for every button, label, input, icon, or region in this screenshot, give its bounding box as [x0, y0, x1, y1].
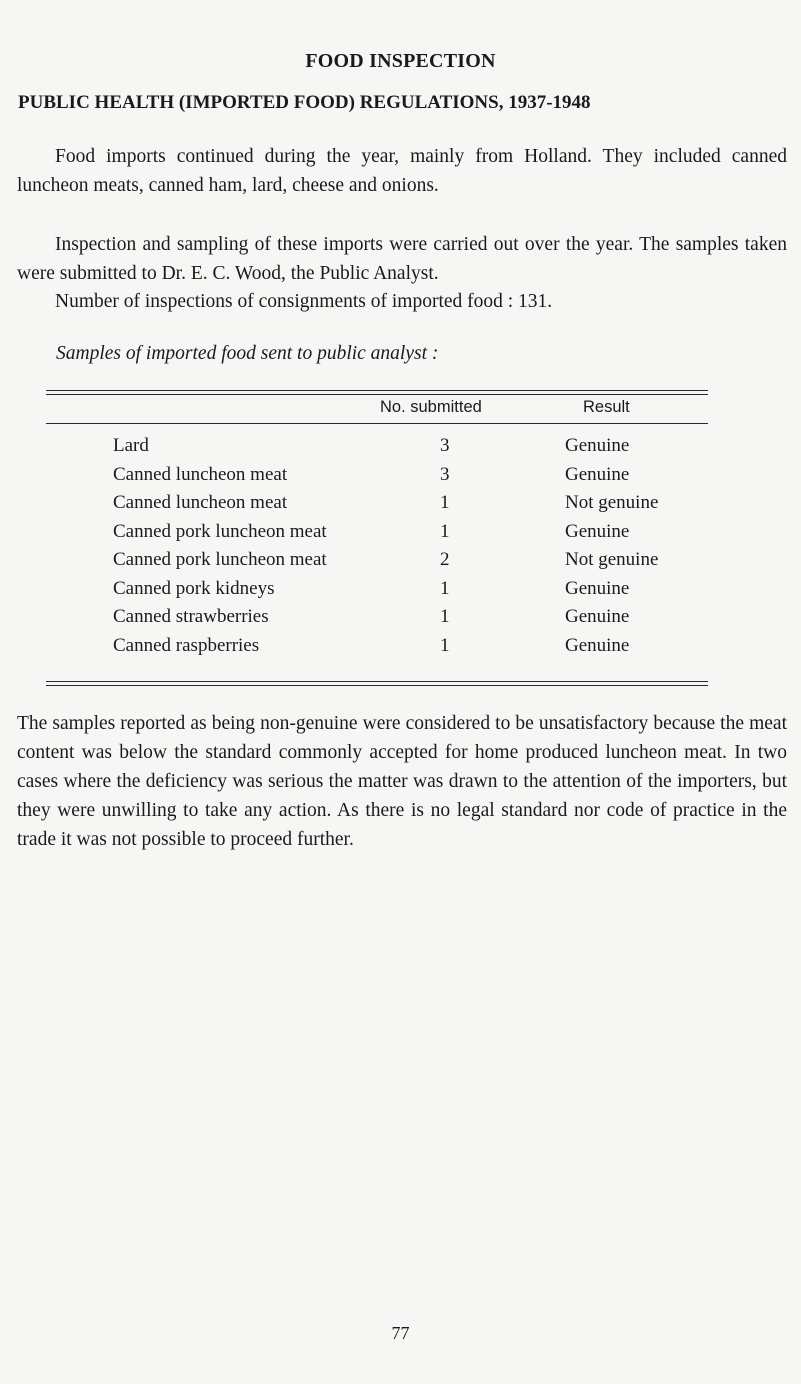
table-top-rule-inner: [46, 394, 708, 395]
column-header-submitted: No. submitted: [380, 398, 482, 416]
column-header-result: Result: [583, 398, 630, 416]
paragraph-inspections-text: Number of inspections of consignments of imported food : 131.: [55, 291, 553, 312]
row-item: Lard: [113, 435, 149, 456]
paragraph-sampling: [17, 230, 787, 288]
paragraph-imports: [17, 142, 787, 200]
row-submitted: 1: [440, 577, 450, 599]
row-item: Canned luncheon meat: [113, 463, 288, 485]
row-submitted: 1: [440, 606, 450, 627]
table-row: [0, 521, 801, 550]
row-result: Genuine: [565, 577, 630, 599]
row-item: Canned luncheon meat: [113, 492, 288, 513]
page-title: FOOD INSPECTION: [305, 50, 496, 72]
row-result: Genuine: [565, 463, 630, 485]
row-result: Genuine: [565, 606, 630, 627]
table-header-rule: [46, 423, 708, 424]
row-item: Canned pork luncheon meat: [113, 549, 327, 570]
table-row: [0, 635, 801, 664]
table-bottom-rule: [46, 681, 708, 682]
row-item: Canned strawberries: [113, 606, 269, 627]
row-result: Not genuine: [565, 492, 659, 513]
row-result: Genuine: [565, 634, 630, 656]
row-result: Not genuine: [565, 549, 659, 570]
page-number: 77: [391, 1323, 410, 1343]
table-top-rule: [46, 390, 708, 391]
row-item: Canned pork kidneys: [113, 577, 275, 599]
table-bottom-rule-inner: [46, 685, 708, 686]
table-row: [0, 464, 801, 493]
row-submitted: 3: [440, 435, 450, 456]
paragraph-inspections: [17, 287, 787, 316]
paragraph-conclusion: [17, 709, 787, 854]
row-submitted: 1: [440, 520, 450, 542]
row-submitted: 1: [440, 492, 450, 513]
table-row: [0, 492, 801, 521]
paragraph-conclusion-text: The samples reported as being non-genuine were considered to be unsatisfactory because the meat content was below the standard commonly accepted for home produced luncheon meat. In two cases where the deficiency was serious the matter was drawn to the attention of the importers, but they were unwilling to take any action. As there is no legal standard nor code of practice in the trade it was not possible to proceed further.: [17, 713, 787, 850]
row-submitted: 3: [440, 463, 450, 485]
paragraph-imports-text: Food imports continued during the year, mainly from Holland. They included canned luncheon meats, canned ham, lard, cheese and onions.: [17, 146, 787, 196]
row-submitted: 1: [440, 634, 450, 656]
table-row: [0, 578, 801, 607]
row-item: Canned raspberries: [113, 634, 260, 656]
table-caption: Samples of imported food sent to public analyst :: [56, 343, 439, 364]
row-submitted: 2: [440, 549, 450, 570]
row-item: Canned pork luncheon meat: [113, 520, 327, 542]
table-row: [0, 549, 801, 578]
section-subtitle: PUBLIC HEALTH (IMPORTED FOOD) REGULATIONS, 1937-1948: [18, 92, 591, 113]
table-body: [0, 435, 801, 663]
table-row: [0, 606, 801, 635]
paragraph-sampling-text: Inspection and sampling of these imports were carried out over the year. The samples taken were submitted to Dr. E. C. Wood, the Public Analyst.: [17, 234, 787, 284]
row-result: Genuine: [565, 520, 630, 542]
row-result: Genuine: [565, 435, 630, 456]
table-row: [0, 435, 801, 464]
